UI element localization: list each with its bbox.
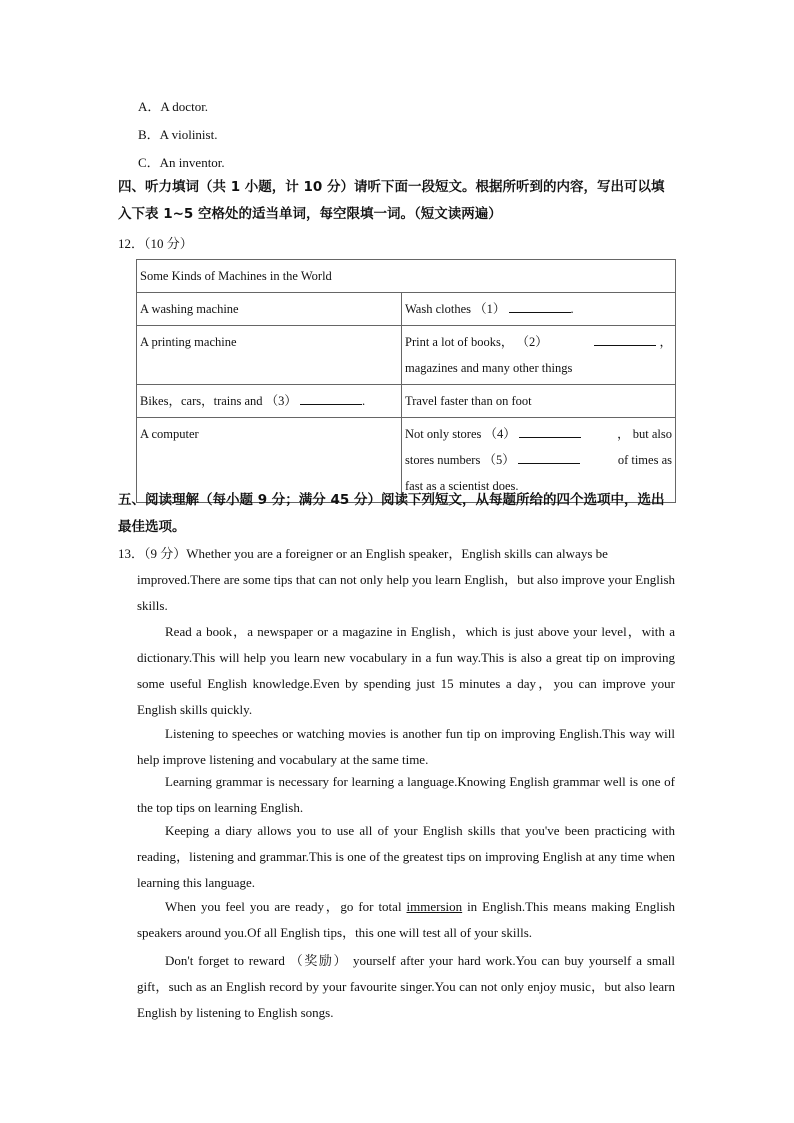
passage-text: in English.This means making English speakers around you.Of all English tips，this one will test all of your skills. <box>137 899 675 940</box>
table-cell: A washing machine <box>137 293 402 326</box>
cell-text: ， <box>659 335 672 349</box>
table-cell <box>402 293 676 326</box>
cell-text: ， but also <box>617 427 672 441</box>
blank-1-field[interactable] <box>509 298 571 313</box>
section-4-heading-line2: 入下表 1~5 空格处的适当单词，每空限填一词。（短文读两遍） <box>118 206 502 222</box>
cell-text: Print a lot of books， （2） <box>405 335 548 349</box>
passage-paragraph-6 <box>137 894 675 946</box>
cell-text: . <box>362 394 366 408</box>
option-letter: C． <box>138 155 160 170</box>
option-letter: B． <box>138 127 160 142</box>
option-letter: A． <box>138 99 161 114</box>
underlined-word: immersion <box>406 899 463 914</box>
cell-text: of times as <box>617 453 672 467</box>
table-row <box>137 326 676 385</box>
option-text: A violinist. <box>159 127 218 142</box>
section-5-heading <box>118 487 678 541</box>
passage-text: Whether you are a foreigner or an English speaker，English skills can always be <box>186 546 608 561</box>
option-text: A doctor. <box>160 99 209 114</box>
cell-text: stores numbers （5） <box>405 453 515 467</box>
cell-text: Not only stores （4） <box>405 427 516 441</box>
passage-paragraph-1: improved.There are some tips that can not only help you learn English，but also improve your English skills. <box>137 572 675 613</box>
option-c <box>138 152 225 171</box>
table-cell: Travel faster than on foot <box>402 385 676 418</box>
blank-3-field[interactable] <box>300 390 362 405</box>
section-4-heading-line1: 四、听力填词（共 1 小题，计 10 分）请听下面一段短文。根据所听到的内容，写出可以填 <box>118 179 665 195</box>
machines-table <box>136 259 676 503</box>
passage-paragraph-5: Keeping a diary allows you to use all of your English skills that you've been practicing with reading，listening and grammar.This is one of the greatest tips on improving English at any time when learning this language. <box>137 823 675 890</box>
table-cell <box>402 326 676 385</box>
table-cell: A printing machine <box>137 326 402 385</box>
table-title-cell: Some Kinds of Machines in the World <box>137 260 676 293</box>
cell-text: Wash clothes （1） <box>405 302 506 316</box>
table-row <box>137 293 676 326</box>
blank-5-field[interactable] <box>518 449 580 464</box>
table-row <box>137 385 676 418</box>
passage-paragraph-2: Read a book，a newspaper or a magazine in English，which is just above your level，with a dictionary.This will help you learn new vocabulary in a fun way.This is also a great tip on improving some useful English knowledge.Even by spending just 15 minutes a day，you can improve your English skills quickly. <box>137 624 675 717</box>
option-b <box>138 124 217 143</box>
option-text: An inventor. <box>159 155 225 170</box>
blank-4-field[interactable] <box>519 423 581 438</box>
section-5-heading-line1: 五、阅读理解（每小题 9 分；满分 45 分）阅读下列短文，从每题所给的四个选项中，选出 <box>118 492 665 508</box>
cell-text: Bikes，cars，trains and （3） <box>140 394 297 408</box>
question-13-label: 13．（9 分） <box>118 546 187 561</box>
section-5-heading-line2: 最佳选项。 <box>118 519 186 535</box>
table-cell: A computer <box>137 418 402 503</box>
cell-text: fast as a scientist does. <box>405 479 519 493</box>
table-cell <box>137 385 402 418</box>
passage-paragraph-4: Learning grammar is necessary for learning a language.Knowing English grammar well is one of the top tips on learning English. <box>137 774 675 815</box>
blank-2-field[interactable] <box>594 331 656 346</box>
passage-paragraph-7: Don't forget to reward （奖励） yourself after your hard work.You can buy yourself a small gift，such as an English record by your favourite singer.You can not only enjoy music，but also learn English by listening to English songs. <box>137 953 675 1020</box>
section-4-heading <box>118 174 678 228</box>
cell-text: magazines and many other things <box>405 361 573 375</box>
table-row <box>137 260 676 293</box>
question-12-label: 12．（10 分） <box>118 236 193 251</box>
cell-text: . <box>570 302 574 316</box>
passage-text: When you feel you are ready，go for total <box>165 899 407 914</box>
passage-paragraph-3: Listening to speeches or watching movies is another fun tip on improving English.This way will help improve listening and vocabulary at the same time. <box>137 726 675 767</box>
option-a <box>138 96 208 115</box>
question-13-first-line <box>118 541 674 567</box>
